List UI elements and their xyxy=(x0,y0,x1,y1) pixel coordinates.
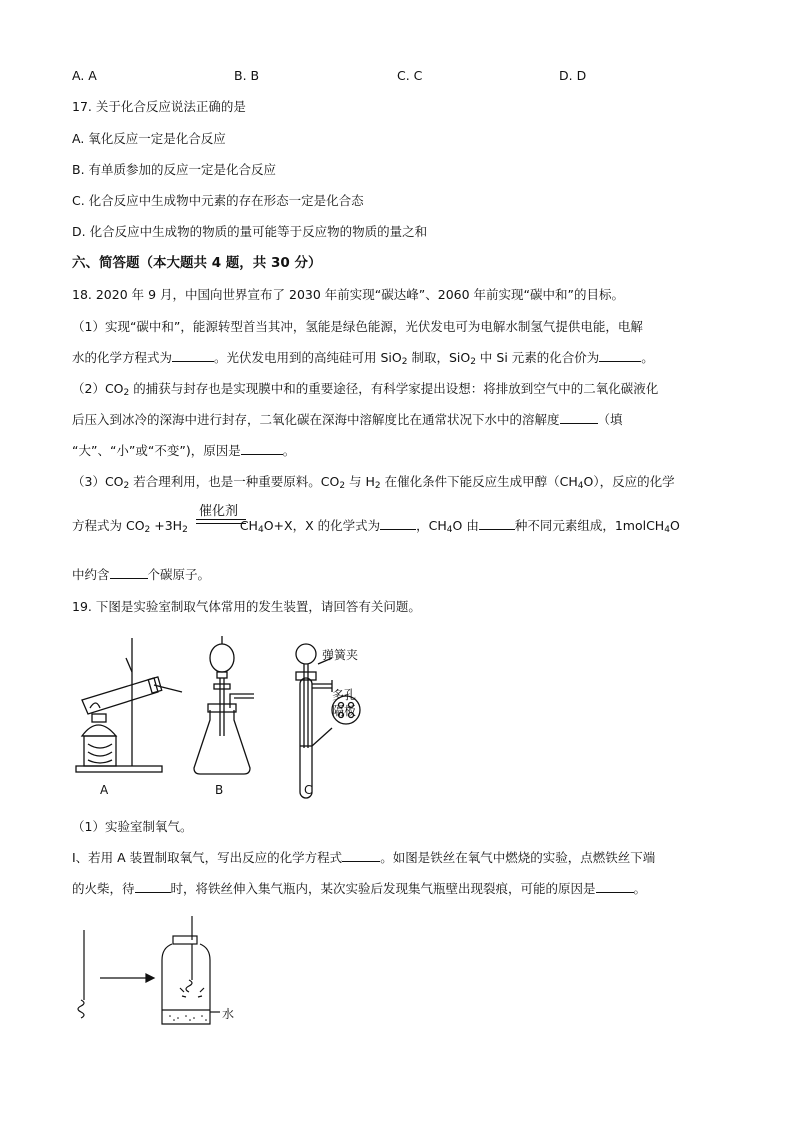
label-plate-2: 隔板 xyxy=(332,704,357,718)
q17-stem: 17. 关于化合反应说法正确的是 xyxy=(72,99,246,114)
answer-blank[interactable] xyxy=(172,349,214,362)
arrow-icon xyxy=(146,974,154,982)
q18-p2-line1: $(2)CO_2$ 的捕获与封存也是实现膜中和的重要途径，有科学家提出设想：将排放到空气中的二氧化碳液化 xyxy=(72,381,659,398)
answer-blank[interactable] xyxy=(479,517,515,530)
answer-blank[interactable] xyxy=(241,442,283,455)
answer-blank[interactable] xyxy=(599,349,641,362)
label-b: B xyxy=(215,783,224,797)
q18-stem: 18. 2020 年 9 月，中国向世界宣布了 2030 年前实现“碳达峰”、2060 年前实现“碳中和”的目标。 xyxy=(72,287,624,302)
label-water: 水 xyxy=(222,1007,235,1021)
q19-stem: 19. 下图是实验室制取气体常用的发生装置，请回答有关问题。 xyxy=(72,599,421,614)
option-a: A. A xyxy=(72,68,97,83)
label-c: C xyxy=(304,783,313,797)
q17-option-a: A. 氧化反应一定是化合反应 xyxy=(72,131,226,146)
option-c: C. C xyxy=(397,68,423,83)
label-clamp: 弹簧夹 xyxy=(322,648,359,662)
q18-p1-line1: （1）实现“碳中和”，能源转型首当其冲，氢能是绿色能源，光伏发电可为电解水制氢气提供电能，电解 xyxy=(72,319,643,334)
answer-blank[interactable] xyxy=(135,880,171,893)
q19-p1: （1）实验室制氧气。 xyxy=(72,819,193,834)
answer-blank[interactable] xyxy=(596,880,634,893)
q18-p2-line3: “大”、“小”或“不变”)，原因是 。 xyxy=(72,443,296,458)
q19-i-line1: I、若用 A 装置制取氧气，写出反应的化学方程式 。如图是铁丝在氧气中燃烧的实验，点燃铁丝下端 xyxy=(72,850,656,865)
q17-option-b: B. 有单质参加的反应一定是化合反应 xyxy=(72,162,277,177)
coil-icon xyxy=(78,1000,84,1018)
q18-p1-line2: 水的化学方程式为 。光伏发电用到的高纯硅可用 SiO$_2$ 制取，SiO$_2$ 中 Si 元素的化合价为 。 xyxy=(72,350,654,367)
option-d: D. D xyxy=(559,68,587,83)
section-title: 六、简答题（本大题共 4 题，共 30 分） xyxy=(72,255,322,271)
stand-base-icon xyxy=(76,766,162,772)
catalyst-label: 催化剂 xyxy=(199,504,239,519)
q18-p3-line3: 中约含 个碳原子。 xyxy=(72,567,211,582)
answer-blank[interactable] xyxy=(560,411,598,424)
q19-i-line2: 的火柴，待 时，将铁丝伸入集气瓶内，某次实验后发现集气瓶壁出现裂痕，可能的原因是 。 xyxy=(72,881,647,896)
iron-wire-figure xyxy=(70,910,230,1030)
label-plate-1: 多孔 xyxy=(332,688,357,702)
answer-blank[interactable] xyxy=(342,849,380,862)
q18-equation-line: 方程式为 $CO_2 +3H_2$ $CH_4O+X$，X 的化学式为 ，$CH_4O$ 由 种不同元素组成，1molCH$_4$O xyxy=(72,518,680,535)
answer-blank[interactable] xyxy=(110,566,148,579)
q17-option-c: C. 化合反应中生成物中元素的存在形态一定是化合态 xyxy=(72,193,364,208)
q17-option-d: D. 化合反应中生成物的物质的量可能等于反应物的物质的量之和 xyxy=(72,224,428,239)
option-b: B. B xyxy=(234,68,260,83)
label-a: A xyxy=(100,783,109,797)
q18-p3-line1: $(3)CO_2$ 若合理利用，也是一种重要原料。$CO_2$ 与 $H_2$ 在催化条件下能反应生成甲醇$(CH_4O)$，反应的化学 xyxy=(72,474,675,491)
q18-p2-line2: 后压入到冰冷的深海中进行封存，二氧化碳在深海中溶解度比在通常状况下水中的溶解度 （填 xyxy=(72,412,623,427)
answer-blank[interactable] xyxy=(380,517,416,530)
